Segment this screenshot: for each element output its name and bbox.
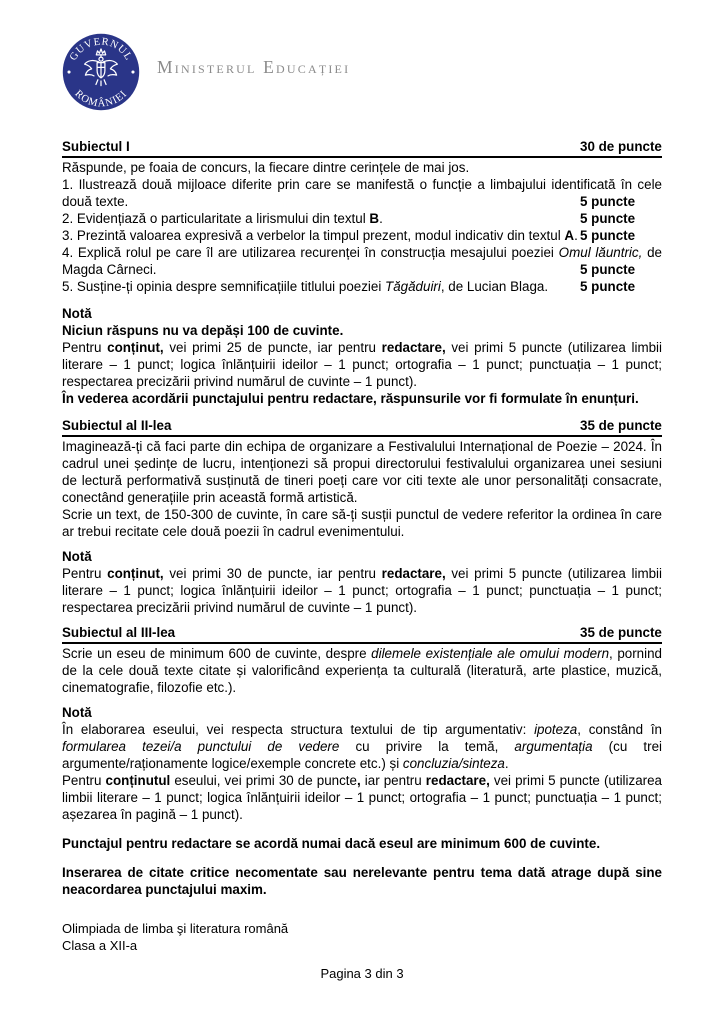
logo-top-text: GUVERNUL xyxy=(67,36,135,63)
section-2-title: Subiectul al II-lea xyxy=(62,418,172,433)
requirement-3 xyxy=(62,227,662,244)
olympiad-name: Olimpiada de limba şi literatura română xyxy=(62,921,289,936)
requirement-5 xyxy=(62,278,662,295)
requirement-1-points: 5 puncte xyxy=(580,194,636,209)
note-3-line-1: În elaborarea eseului, vei respecta structura textului de tip argumentativ: ipoteza, constând în formularea tezei/a punctului de vedere cu privire la temă, argumentația (cu trei argumente/raționamente logice/exemple concrete etc.) și concluzia/sinteza. xyxy=(62,722,662,771)
note-3-label: Notă xyxy=(62,705,92,720)
requirement-1-text: 1. Ilustrează două mijloace diferite prin care se manifestă o funcție a limbajului identificată în cele două texte. xyxy=(62,177,662,209)
section-1-intro: Răspunde, pe foaia de concurs, la fiecare dintre cerințele de mai jos. xyxy=(62,160,470,175)
footer-info xyxy=(62,920,288,954)
requirement-5-text: 5. Susține-ți opinia despre semnificațiile titlului poeziei Tăgăduiri, de Lucian Blaga. xyxy=(62,279,549,294)
section-3-title: Subiectul al III-lea xyxy=(62,625,176,640)
section-1-note xyxy=(62,305,662,407)
requirement-1 xyxy=(62,176,662,210)
section-1-points: 30 de puncte xyxy=(580,139,662,154)
section-2-note xyxy=(62,548,662,616)
note-1-line-2: Pentru conținut, vei primi 25 de puncte, iar pentru redactare, vei primi 5 puncte (utilizarea limbii literare – 1 punct; logica înlănțuirii ideilor – 1 punct; ortografia – 1 punct; punctuația – 1 punct; respectarea precizării privind numărul de cuvinte – 1 punct). xyxy=(62,340,662,389)
note-1-label: Notă xyxy=(62,306,92,321)
section-2-heading xyxy=(62,417,662,437)
requirement-4 xyxy=(62,244,662,278)
document-body xyxy=(62,138,662,898)
section-3-points: 35 de puncte xyxy=(580,625,662,640)
requirement-4-text: 4. Explică rolul pe care îl are utilizarea recurenței în construcția mesajului poeziei Omul lăuntric, de Magda Cârneci. xyxy=(62,245,662,277)
closing-statement-2: Inserarea de citate critice necomentate sau nerelevante pentru tema dată atrage după sine neacordarea punctajului maxim. xyxy=(62,865,662,897)
class-label: Clasa a XII-a xyxy=(62,938,138,953)
section-2-points: 35 de puncte xyxy=(580,418,662,433)
note-3-line-2: Pentru conținutul eseului, vei primi 30 de puncte, iar pentru redactare, vei primi 5 puncte (utilizarea limbii literare – 1 punct; logica înlănțuirii ideilor – 1 punct; ortografia – 1 punct; punctuația – 1 punct; așezarea în pagină – 1 punct). xyxy=(62,773,662,822)
requirement-2 xyxy=(62,210,662,227)
ministry-name: Ministerul Educației xyxy=(157,57,351,77)
requirement-2-points: 5 puncte xyxy=(580,211,636,226)
logo-left-dot xyxy=(67,70,70,73)
page-number: Pagina 3 din 3 xyxy=(320,966,404,981)
requirement-3-text: 3. Prezintă valoarea expresivă a verbelor la timpul prezent, modul indicativ din textul A. xyxy=(62,228,578,243)
requirement-5-points: 5 puncte xyxy=(580,279,636,294)
note-2-label: Notă xyxy=(62,549,92,564)
section-2-paragraph-1: Imaginează-ți că faci parte din echipa de organizare a Festivalului Internațional de Poezie – 2024. În cadrul unei ședințe de lucru, intenționezi să propui directorului festivalului organizarea unei sesiuni de lectură performativă susținută de tineri poeți care vor citi texte ale unor personalități consacrate, conectând generațiile prin această formă artistică. xyxy=(62,439,662,505)
government-logo xyxy=(62,33,140,111)
page-header xyxy=(62,33,350,111)
note-2-line-1: Pentru conținut, vei primi 30 de puncte, iar pentru redactare, vei primi 5 puncte (utilizarea limbii literare – 1 punct; logica înlănțuirii ideilor – 1 punct; ortografia – 1 punct; punctuația – 1 punct; respectarea precizării privind numărul de cuvinte – 1 punct). xyxy=(62,566,662,615)
requirement-4-points: 5 puncte xyxy=(580,262,636,277)
section-1-heading xyxy=(62,138,662,158)
closing-statement-1: Punctajul pentru redactare se acordă numai dacă eseul are minimum 600 de cuvinte. xyxy=(62,836,601,851)
section-3-note xyxy=(62,704,662,823)
logo-bottom-text: ROMÂNIEI xyxy=(72,88,130,110)
section-2-paragraph-2: Scrie un text, de 150-300 de cuvinte, în care să-ți susții punctul de vedere referitor la ordinea în care ar trebui recitate cele două poezii în cadrul evenimentului. xyxy=(62,507,662,539)
note-1-line-3: În vederea acordării punctajului pentru redactare, răspunsurile vor fi formulate în enunțuri. xyxy=(62,391,639,406)
logo-right-dot xyxy=(131,70,134,73)
section-1-title: Subiectul I xyxy=(62,139,130,154)
note-1-line-1: Niciun răspuns nu va depăși 100 de cuvinte. xyxy=(62,323,344,338)
requirement-3-points: 5 puncte xyxy=(580,228,636,243)
requirement-2-text: 2. Evidențiază o particularitate a lirismului din textul B. xyxy=(62,211,383,226)
section-3-heading xyxy=(62,624,662,644)
section-3-paragraph-1: Scrie un eseu de minimum 600 de cuvinte, despre dilemele existențiale ale omului modern, pornind de la cele două texte citate și valorificând experiența ta culturală (literatură, arte plastice, muzică, cinematografie, filozofie etc.). xyxy=(62,646,662,695)
